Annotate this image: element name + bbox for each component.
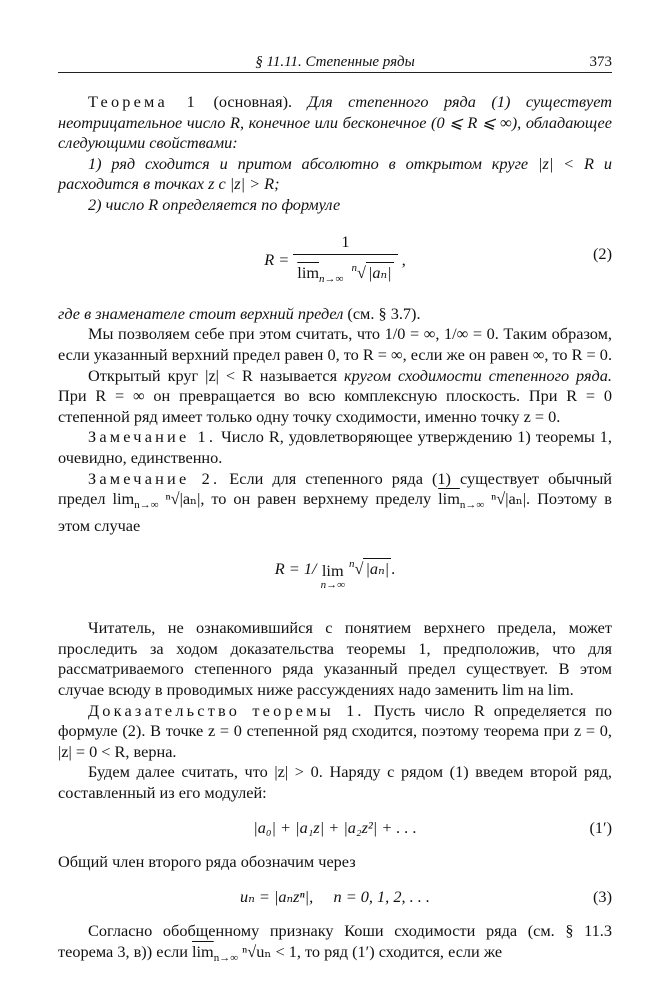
circle-term: кругом сходимости степенного ряда. [344,365,612,385]
formula-remark-trail: . [391,559,396,579]
theorem-label: Теорема 1 [88,92,198,111]
formula-3 [58,887,612,908]
circle-text-1: Открытый круг |z| < R называется [88,365,345,385]
remark-1-label: Замечание 1. [88,427,217,447]
formula-remark-radicand: |aₙ| [365,559,390,579]
remark-2-label: Замечание 2. [88,468,221,488]
formula-2-lim-sub: n→∞ [319,273,344,286]
formula-2-number: (2) [593,243,612,263]
book-page [58,0,612,1000]
cauchy-paragraph [58,921,612,968]
circle-text-2: При R = ∞ он превращается во всю комплексную плоскость. При R = 0 степенной ряд имеет только одну точку сходимости, именно точку z = 0. [58,386,612,426]
theorem-statement-text: Для степенного ряда (1) существует неотрицательное число R, конечное или бесконечное (0 ⩽ R ⩽ ∞), обладающее следующими свойствами: [58,92,613,153]
remark-2-sub-1: n→∞ [134,499,159,512]
cauchy-root: ⁿ√uₙ [242,942,272,961]
formula-remark-lim-sub: n→∞ [320,579,345,592]
after-formula-italic: где в знаменателе стоит верхний предел [58,303,344,323]
second-series-paragraph: Будем далее считать, что |z| > 0. Наряду с рядом (1) введем второй ряд, составленный из его модулей: [58,762,612,803]
cauchy-sub: n→∞ [213,952,239,964]
formula-2-numerator: 1 [293,232,397,256]
running-header [58,50,612,73]
formula-2-trail: , [401,249,406,269]
remark-2 [58,469,612,537]
remark-2-text-3: . Поэтому в этом случае [58,489,612,535]
circle-paragraph [58,366,612,428]
proof-text: Пусть число R определяется по формуле (2). В точке z = 0 степенной ряд сходится, поэтому теорема при z = 0, |z| = 0 < R, верна. [58,700,612,761]
formula-3-text: uₙ = |aₙzⁿ|, n = 0, 1, 2, . . . [240,886,430,906]
after-formula-2 [58,304,612,325]
page-body [58,92,612,969]
formula-remark-lhs: R = 1/ [274,559,317,579]
remark-1 [58,427,612,468]
proof-label: Доказательство теоремы 1. [88,700,365,720]
remark-2-root-2: ⁿ√|aₙ| [491,489,527,509]
formula-remark-lim: lim [321,561,344,581]
remark-2-text-1: Если для степенного ряда (1) существует обычный предел lim [58,468,612,509]
formula-1-prime-text: |a₀| + |a₁z| + |a₂z²| + . . . [253,817,417,837]
formula-1-prime-number: (1′) [589,817,612,837]
running-title: § 11.11. Степенные ряды [255,54,415,70]
formula-2-root-index: n [351,262,357,275]
remark-2-root-1: ⁿ√|aₙ| [165,489,201,509]
cauchy-text-2: < 1, то ряд (1′) сходится, если же [271,942,503,961]
formula-remark: R = 1/ lim n→∞ $^n$√ |aₙ| . [274,558,396,592]
formula-3-number: (3) [593,886,612,906]
reader-paragraph: Читатель, не ознакомившийся с понятием верхнего предела, может проследить за ходом доказательства теоремы 1, предположив, что для рассматриваемого степенного ряда указанный предел существует. В этом случае всюду в проводимых ниже рассуждениях надо заменить lim на lim. [58,618,612,700]
remark-2-text-2: , то он равен верхнему пределу [200,489,439,509]
page-number: 373 [589,54,612,70]
formula-2-radicand: |aₙ| [367,263,392,283]
cauchy-text-1: Согласно обобщенному признаку Коши сходимости ряда (см. § 11.3 теорема 3, в)) если [58,921,612,961]
formula-2-lim: $\overline{lim}$ [297,263,320,283]
after-formula-rest: (см. § 3.7). [343,303,421,323]
theorem-subtitle: (основная). [197,92,308,111]
formula-2-lhs: R = [264,249,290,269]
remark-1-text: Число R, удовлетворяющее утверждению 1) теоремы 1, очевидно, единственно. [58,427,612,467]
theorem-item-2: 2) число R определяется по формуле [88,194,341,214]
conventions-paragraph: Мы позволяем себе при этом считать, что 1/0 = ∞, 1/∞ = 0. Таким образом, если указанный верхний предел равен 0, то R = ∞, если же он равен ∞, то R = 0. [58,324,613,364]
formula-2-fraction [293,232,397,290]
theorem-item-1: 1) ряд сходится и притом абсолютно в открытом круге |z| < R и расходится в точках z с |z| > R; [58,153,612,194]
proof-paragraph [58,701,612,763]
formula-remark-lim-stack [320,561,345,592]
general-term-paragraph: Общий член второго ряда обозначим через [58,852,356,872]
remark-2-lim: $\overline{lim}$ [438,489,460,509]
remark-2-sub-2: n→∞ [459,499,485,512]
formula-remark-root-index: n [349,558,355,571]
cauchy-lim: $\overline{lim}$ [192,942,214,961]
formula-1-prime [58,818,612,839]
formula-2 [58,232,612,290]
theorem-statement [58,92,612,154]
formula-2-denominator: $\overline{lim}_{n\to\infty}$ $^n$√ |aₙ| [297,262,392,286]
